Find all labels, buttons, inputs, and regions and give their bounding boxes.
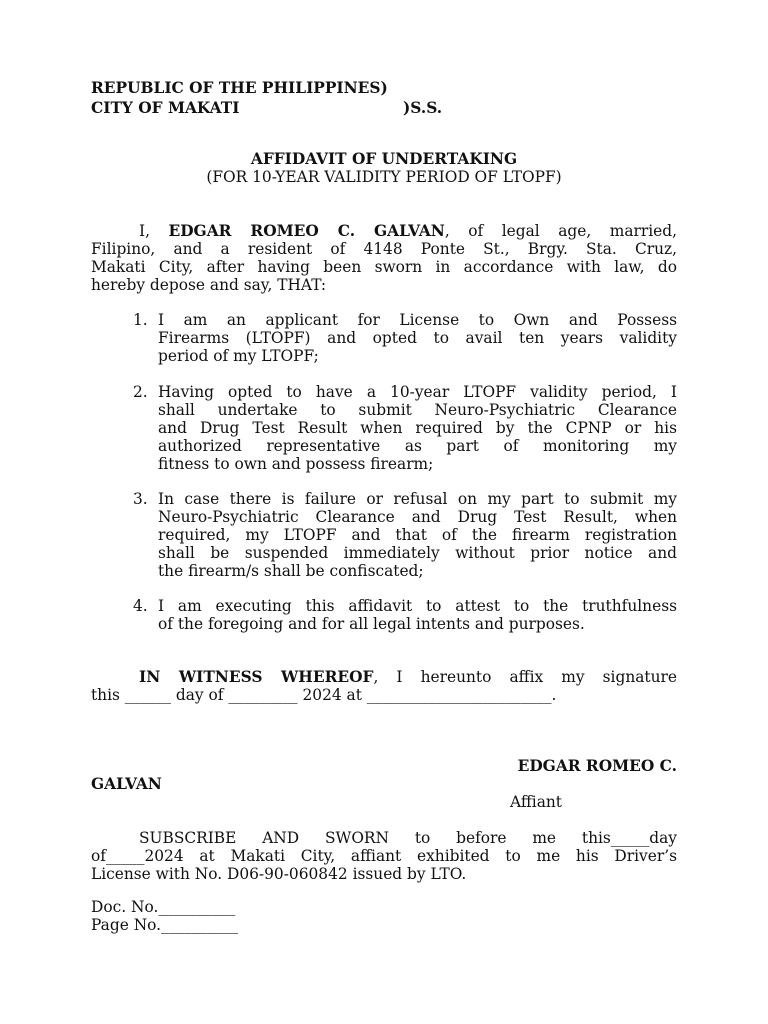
item-4-line: I am executing this affidavit to attest to the truthfulness	[158, 597, 677, 615]
item-number: 2.	[133, 383, 148, 401]
document-subtitle: (FOR 10-YEAR VALIDITY PERIOD OF LTOPF)	[206, 168, 562, 186]
jurat-line-1: SUBSCRIBE AND SWORN to before me this_____day	[139, 829, 677, 847]
item-1-line: period of my LTOPF;	[158, 347, 319, 365]
item-3-line: required, my LTOPF and that of the firearm registration	[158, 526, 677, 544]
signatory-name-part-2: GALVAN	[91, 775, 162, 793]
intro-line-3: Makati City, after having been sworn in accordance with law, do	[91, 258, 677, 276]
item-number: 3.	[133, 490, 148, 508]
doc-no-field: Doc. No.__________	[91, 898, 236, 916]
item-1-line: I am an applicant for License to Own and Possess	[158, 311, 677, 329]
item-1-line: Firearms (LTOPF) and opted to avail ten years validity	[158, 329, 677, 347]
item-2-line: fitness to own and possess firearm;	[158, 455, 434, 473]
item-4-line: of the foregoing and for all legal intents and purposes.	[158, 615, 585, 633]
item-2-line: authorized representative as part of monitoring my	[158, 437, 677, 455]
item-3-line: Neuro-Psychiatric Clearance and Drug Test Result, when	[158, 508, 677, 526]
item-2-line: and Drug Test Result when required by the CPNP or his	[158, 419, 677, 437]
jurat-line-2: of_____2024 at Makati City, affiant exhibited to me his Driver’s	[91, 847, 677, 865]
witness-line-2: this ______ day of _________ 2024 at ________________________.	[91, 686, 557, 704]
item-2-line: shall undertake to submit Neuro-Psychiatric Clearance	[158, 401, 677, 419]
item-3-line: the firearm/s shall be confiscated;	[158, 562, 424, 580]
intro-line-2: Filipino, and a resident of 4148 Ponte St., Brgy. Sta. Cruz,	[91, 240, 677, 258]
venue-ss: )S.S.	[403, 99, 443, 117]
venue-republic: REPUBLIC OF THE PHILIPPINES)	[91, 79, 388, 97]
intro-line-1: I, EDGAR ROMEO C. GALVAN, of legal age, married,	[139, 222, 677, 240]
intro-line-4: hereby depose and say, THAT:	[91, 276, 327, 294]
page-no-field: Page No.__________	[91, 916, 238, 934]
jurat-line-3: License with No. D06-90-060842 issued by LTO.	[91, 865, 467, 883]
item-3-line: In case there is failure or refusal on my part to submit my	[158, 490, 677, 508]
item-3-line: shall be suspended immediately without prior notice and	[158, 544, 677, 562]
witness-line-1: IN WITNESS WHEREOF, I hereunto affix my signature	[139, 668, 677, 686]
item-number: 1.	[133, 311, 148, 329]
item-number: 4.	[133, 597, 148, 615]
venue-city: CITY OF MAKATI	[91, 99, 240, 117]
signatory-name-part-1: EDGAR ROMEO C.	[517, 757, 677, 775]
document-title: AFFIDAVIT OF UNDERTAKING	[250, 150, 518, 168]
affiant-name-inline: EDGAR ROMEO C. GALVAN	[168, 222, 445, 240]
item-2-line: Having opted to have a 10-year LTOPF validity period, I	[158, 383, 677, 401]
affiant-label: Affiant	[510, 793, 562, 811]
